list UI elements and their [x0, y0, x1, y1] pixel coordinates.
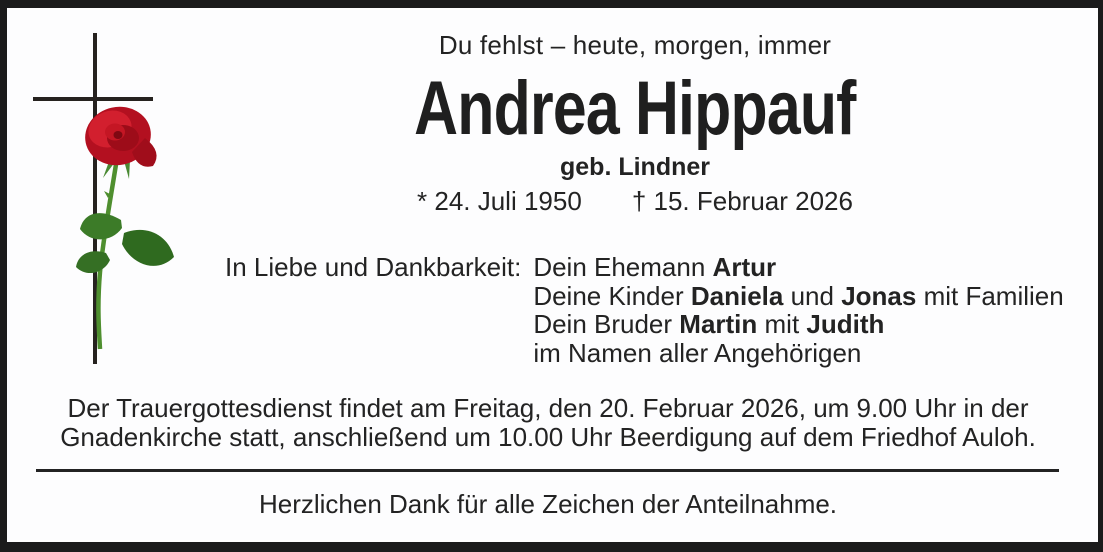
mourners-block — [225, 253, 1064, 367]
service-line-2: Gnadenkirche statt, anschließend um 10.00 Uhr Beerdigung auf dem Friedhof Auloh. — [60, 421, 1036, 452]
mourner-text: Deine Kinder — [533, 280, 691, 311]
thanks-line: Herzlichen Dank für alle Zeichen der Anteilnahme. — [258, 489, 838, 519]
mourner-line — [533, 310, 1063, 339]
death-date: † 15. Februar 2026 — [631, 186, 853, 216]
mourner-line — [533, 339, 1063, 368]
deceased-name — [165, 65, 1103, 152]
dates-line — [165, 186, 1103, 217]
mourner-name-bold: Judith — [806, 309, 885, 340]
mourners-list — [533, 253, 1063, 367]
mourner-line — [533, 253, 1063, 282]
mourner-name-bold: Daniela — [690, 280, 784, 311]
rose-bloom — [80, 102, 157, 171]
mourner-name-bold: Martin — [679, 309, 758, 340]
mourner-text: mit — [757, 309, 807, 340]
service-line-1: Der Trauergottesdienst findet am Freitag, den 20. Februar 2026, um 9.00 Uhr in der — [67, 393, 1029, 423]
maiden-name: geb. Lindner — [560, 153, 710, 181]
cross-horizontal-bar — [33, 97, 153, 101]
mourner-name-bold: Jonas — [841, 280, 917, 311]
mourner-name-bold: Artur — [712, 252, 777, 282]
rose-image — [61, 102, 179, 360]
service-announcement — [25, 394, 1071, 451]
rose-leaves — [76, 213, 174, 273]
mourner-text: im Namen aller Angehörigen — [533, 337, 862, 368]
tagline: Du fehlst – heute, morgen, immer — [438, 30, 832, 60]
dedication-label: In Liebe und Dankbarkeit: — [225, 252, 522, 282]
mourner-text: Dein Bruder — [533, 309, 680, 340]
mourner-line — [533, 282, 1063, 311]
mourner-text: und — [783, 280, 842, 311]
mourner-text: mit Familien — [916, 280, 1064, 311]
birth-date: * 24. Juli 1950 — [417, 186, 582, 216]
mourner-text: Dein Ehemann — [533, 252, 713, 282]
divider-rule — [36, 469, 1059, 472]
deceased-name-text: Andrea Hippauf — [414, 66, 856, 151]
